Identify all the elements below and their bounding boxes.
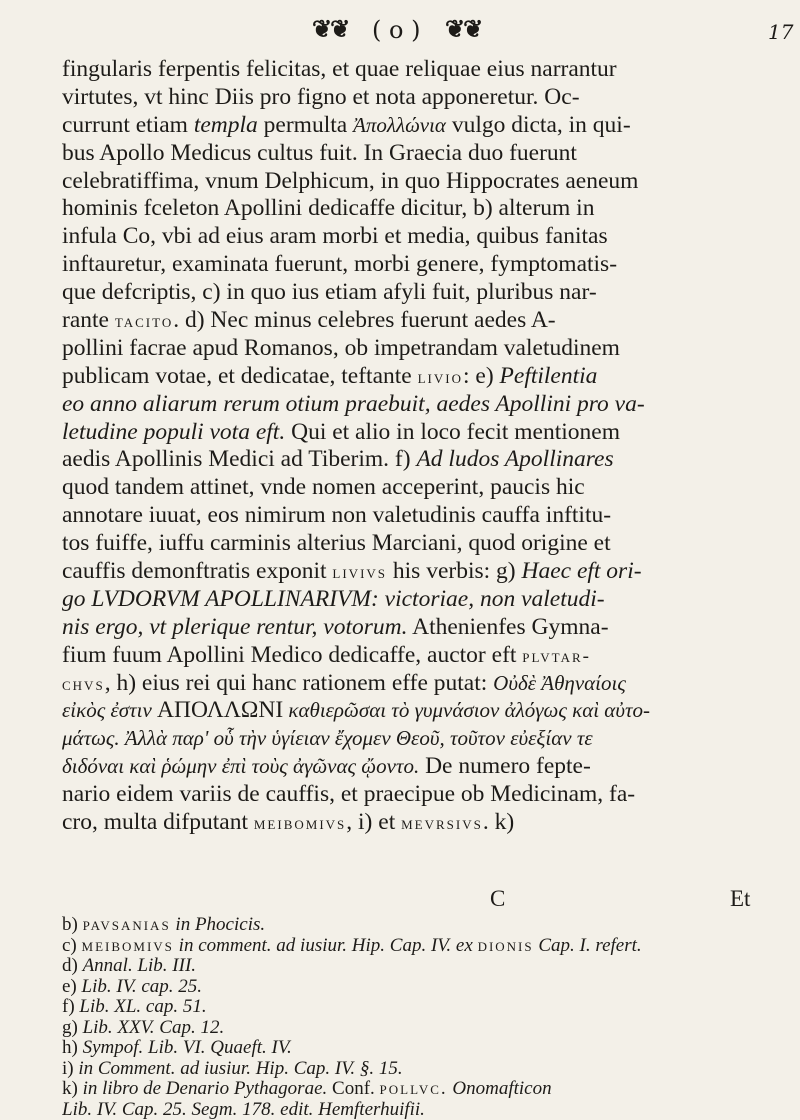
footnote-line-segment: dionis <box>478 936 534 956</box>
footnote-line <box>62 1038 772 1059</box>
footnote-line-segment: g) <box>62 1018 83 1038</box>
text-line <box>62 809 762 837</box>
text-line <box>62 614 762 642</box>
text-line-segment: . d) Nec minus celebres fuerunt aedes A- <box>173 307 555 333</box>
text-line-segment: rante <box>62 307 115 333</box>
text-line-segment: meibomivs <box>254 813 346 834</box>
text-line-segment: virtutes, vt hinc Diis pro figno et nota apponeretur. Oc- <box>62 84 580 110</box>
text-line-segment: quod tandem attinet, vnde nomen acceperint, paucis hic <box>62 474 585 500</box>
text-line-segment: livio <box>418 367 463 388</box>
text-line <box>62 670 762 698</box>
footnote-line-segment: Sympof. Lib. VI. Quaeft. IV. <box>83 1038 292 1058</box>
text-line-segment: fium fuum Apollini Medico dedicaffe, auctor eft <box>62 642 522 668</box>
footnote-line-segment: Conf. <box>327 1079 379 1099</box>
text-line-segment: publicam votae, et dedicatae, teftante <box>62 363 418 389</box>
text-line-segment: καθιερῶσαι τὸ γυμνάσιον ἀλόγως καὶ αὐτο- <box>283 698 650 722</box>
text-line <box>62 781 762 809</box>
footnote-line-segment: in comment. ad iusiur. Hip. Cap. IV. ex <box>174 936 478 956</box>
footnote-line-segment: k) <box>62 1079 83 1099</box>
text-line <box>62 753 762 781</box>
text-line-segment: chvs <box>62 674 105 695</box>
text-line-segment: his verbis: g) <box>387 558 521 584</box>
footnote-line-segment: i) <box>62 1059 78 1079</box>
footnote-line-segment: e) <box>62 977 82 997</box>
footnote-line-segment: pavsanias <box>83 915 171 935</box>
text-line-segment: mevrsivs <box>401 813 483 834</box>
footnote-line-segment: Onomafticon <box>448 1079 552 1099</box>
text-line <box>62 251 762 279</box>
text-line-segment: cauffis demonftratis exponit <box>62 558 332 584</box>
text-line-segment: vulgo dicta, in qui- <box>446 112 631 138</box>
text-line-segment: annotare iuuat, eos nimirum non valetudinis cauffa inftitu- <box>62 502 611 528</box>
text-line-segment: inftauretur, examinata fuerunt, morbi genere, fymptomatis- <box>62 251 617 277</box>
text-line-segment: tos fuiffe, iuffu carminis alterius Marciani, quod origine et <box>62 530 611 556</box>
text-line <box>62 307 762 335</box>
footnote-line-segment: in Comment. ad iusiur. Hip. Cap. IV. §. 15. <box>78 1059 402 1079</box>
footnote-line-segment: Lib. IV. cap. 25. <box>82 977 203 997</box>
text-line-segment: fingularis ferpentis felicitas, et quae reliquae eius narrantur <box>62 56 617 82</box>
text-line-segment: que defcriptis, c) in quo ius etiam afyli fuit, pluribus nar- <box>62 279 597 305</box>
footnote-line-segment: in libro de Denario Pythagorae. <box>83 1079 328 1099</box>
text-line-segment: bus Apollo Medicus cultus fuit. In Graecia duo fuerunt <box>62 140 577 166</box>
text-line-segment: infula Co, vbi ad eius aram morbi et media, quibus fanitas <box>62 223 608 249</box>
text-line-segment: Athenienfes Gymna- <box>408 614 609 640</box>
text-line <box>62 223 762 251</box>
footnote-line <box>62 1059 772 1080</box>
footnote-line <box>62 1100 772 1120</box>
text-line <box>62 586 762 614</box>
text-line <box>62 391 762 419</box>
text-line-segment: hominis fceleton Apollini dedicaffe dicitur, b) alterum in <box>62 195 594 221</box>
text-line-segment: eo anno aliarum rerum otium praebuit, aedes Apollini pro va- <box>62 391 645 417</box>
text-line-segment: Haec eft ori- <box>521 558 641 584</box>
text-line-segment: Ἀπολλώνια <box>353 113 446 137</box>
footnote-line-segment: Annal. Lib. III. <box>83 956 196 976</box>
footnote-line <box>62 1018 772 1039</box>
text-line-segment: Οὐδὲ Ἀθηναίοις <box>493 671 626 695</box>
signature-mark: C <box>490 886 505 912</box>
footnote-line-segment: in Phocicis. <box>171 915 265 935</box>
text-line <box>62 725 762 753</box>
text-line <box>62 419 762 447</box>
footnote-line-segment: Lib. IV. Cap. 25. Segm. 178. edit. Hemfterhuifii. <box>62 1100 425 1120</box>
catchword: Et <box>730 886 750 912</box>
footnote-line-segment: f) <box>62 997 79 1017</box>
text-line-segment: cro, multa difputant <box>62 809 254 835</box>
text-line-segment: Peftilentia <box>500 363 598 389</box>
footnotes <box>62 915 772 1120</box>
text-line-segment: . k) <box>483 809 514 835</box>
footnote-line <box>62 997 772 1018</box>
text-line <box>62 140 762 168</box>
text-line-segment: aedis Apollinis Medici ad Tiberim. f) <box>62 446 416 472</box>
footnote-line-segment: Cap. I. refert. <box>534 936 642 956</box>
text-line-segment: livivs <box>332 562 387 583</box>
footnote-line <box>62 915 772 936</box>
header-ornament-right: ❦❦ <box>445 14 481 43</box>
catchword-row <box>0 886 800 916</box>
text-line <box>62 56 762 84</box>
footnote-line-segment: c) <box>62 936 82 956</box>
footnote-line <box>62 1079 772 1100</box>
text-line <box>62 195 762 223</box>
text-line-segment: tacito <box>115 311 173 332</box>
footnote-line-segment: pollvc. <box>380 1079 448 1099</box>
footnote-line-segment: d) <box>62 956 83 976</box>
text-line-segment: ΑΠΟΛΛΩΝΙ <box>157 697 283 723</box>
text-line <box>62 112 762 140</box>
text-line <box>62 697 762 725</box>
text-line-segment: go LVDORVM APOLLINARIVM: victoriae, non valetudi- <box>62 586 605 612</box>
footnote-line-segment: Lib. XL. cap. 51. <box>79 997 206 1017</box>
text-line <box>62 530 762 558</box>
footnote-line <box>62 977 772 998</box>
text-line <box>62 84 762 112</box>
text-line-segment: , h) eius rei qui hanc rationem effe putat: <box>105 670 493 696</box>
text-line-segment: De numero fepte- <box>419 753 591 779</box>
text-line-segment: εἰκὸς ἐστιν <box>62 698 157 722</box>
text-line-segment: templa <box>194 112 258 138</box>
text-line-segment: celebratiffima, vnum Delphicum, in quo Hippocrates aeneum <box>62 168 638 194</box>
text-line-segment: , i) et <box>346 809 401 835</box>
header-ornament-left: ❦❦ <box>312 14 348 43</box>
text-line <box>62 335 762 363</box>
text-line <box>62 279 762 307</box>
footnote-line-segment: Lib. XXV. Cap. 12. <box>83 1018 225 1038</box>
text-line <box>62 558 762 586</box>
page-header <box>0 8 800 48</box>
footnote-line <box>62 936 772 957</box>
text-line-segment: pollini facrae apud Romanos, ob impetrandam valetudinem <box>62 335 620 361</box>
text-line-segment: διδόναι καὶ ῥώμην ἐπὶ τοὺς ἀγῶνας ᾤοντο. <box>62 754 419 778</box>
text-line <box>62 642 762 670</box>
page-number: 17 <box>768 20 793 44</box>
text-line-segment: plvtar- <box>522 646 591 667</box>
text-line-segment: permulta <box>258 112 353 138</box>
text-line <box>62 168 762 196</box>
text-line-segment: currunt etiam <box>62 112 194 138</box>
header-folio-mark: ( o ) <box>372 16 420 44</box>
footnote-line-segment: h) <box>62 1038 83 1058</box>
main-text <box>62 56 762 837</box>
text-line-segment: nis ergo, vt plerique rentur, votorum. <box>62 614 408 640</box>
text-line-segment: nario eidem variis de cauffis, et praecipue ob Medicinam, fa- <box>62 781 635 807</box>
text-line-segment: Qui et alio in loco fecit mentionem <box>285 419 620 445</box>
text-line-segment: Ad ludos Apollinares <box>416 446 613 472</box>
text-line-segment: μάτως. Ἀλλὰ παρ' οὗ τὴν ὑγίειαν ἔχομεν Θεοῦ, τοῦτον εὐεξίαν τε <box>62 726 593 750</box>
text-line-segment: : e) <box>463 363 500 389</box>
text-line-segment: letudine populi vota eft. <box>62 419 285 445</box>
text-line <box>62 502 762 530</box>
footnote-line <box>62 956 772 977</box>
footnote-line-segment: meibomivs <box>82 936 174 956</box>
text-line <box>62 474 762 502</box>
text-line <box>62 446 762 474</box>
footnote-line-segment: b) <box>62 915 83 935</box>
text-line <box>62 363 762 391</box>
